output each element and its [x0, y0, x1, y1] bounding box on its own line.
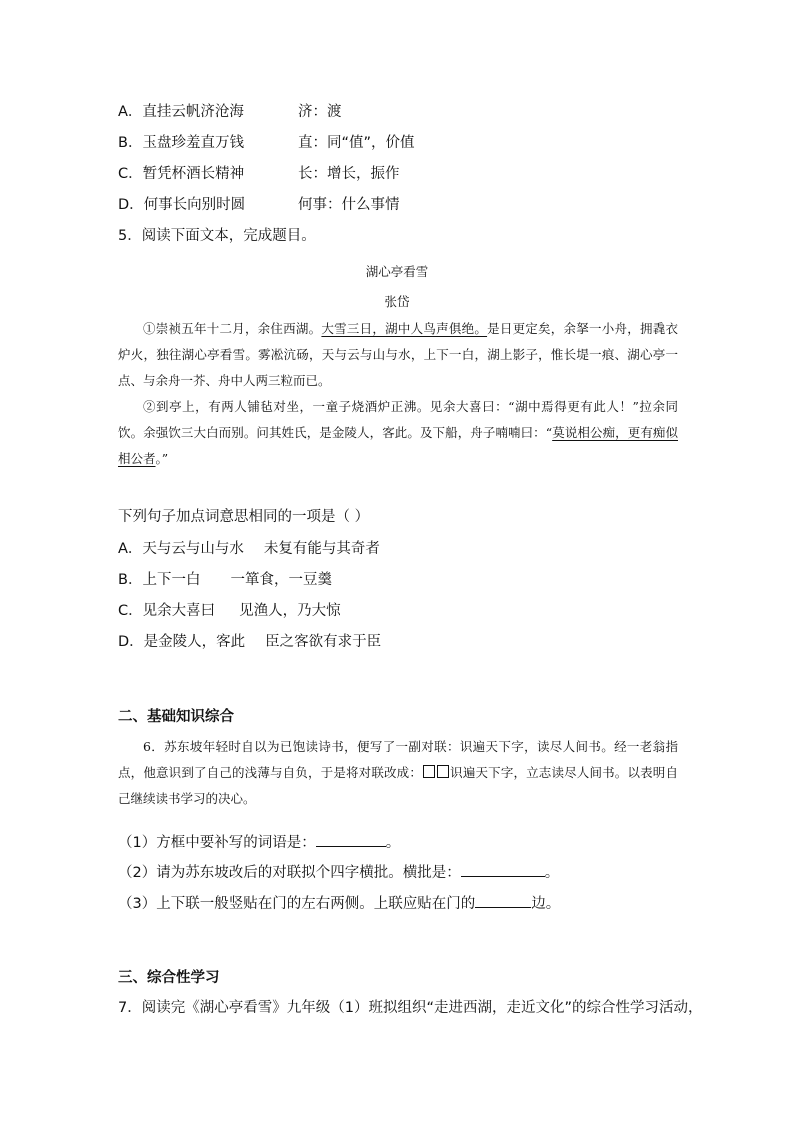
text-span: ②到亭上，有两人铺毡对坐，一童子烧酒炉正沸。见余大喜曰：“湖中焉得更有此人！”拉余同饮。余强饮三大白而别。问其姓氏，是金陵人，客此。及下船，舟子喃喃曰：“ — [118, 399, 678, 440]
passage-author: 张岱 — [384, 294, 410, 309]
text-span: 。 — [385, 835, 401, 851]
q6-sub1 — [118, 832, 400, 853]
text-span: 是日更定矣，余拏一小舟，拥毳衣炉火，独往湖心亭看雪。雾凇沆砀，天与云与山与水，上下一白，湖上影子，惟长堤一痕、湖心亭一点、与余舟一芥、舟中人两三粒而已。 — [118, 321, 678, 388]
q6-sub3 — [118, 893, 560, 914]
q5-option-c — [118, 601, 341, 621]
q4-option-c — [118, 164, 400, 184]
option-text: A．直挂云帆济沧海 — [118, 104, 244, 120]
q5-option-d — [118, 632, 381, 652]
option-text: C．暂凭杯酒长精神 — [118, 166, 245, 182]
q5-option-b — [118, 570, 332, 590]
option-text: D．何事长向别时圆 — [118, 197, 246, 213]
section-heading-3: 三、综合性学习 — [118, 970, 220, 986]
q4-option-d — [118, 195, 400, 215]
q5-question: 下列句子加点词意思相同的一项是（ ） — [118, 509, 370, 525]
option-gloss: 长：增长，振作 — [298, 166, 400, 182]
q7-stem: 7．阅读完《湖心亭看雪》九年级（1）班拟组织“走进西湖，走近文化”的综合性学习活动， — [118, 1000, 703, 1016]
section-heading-2: 二、基础知识综合 — [118, 709, 234, 725]
underlined-sentence: 大雪三日，湖中人鸟声俱绝。 — [321, 321, 488, 336]
text-span: 。” — [155, 451, 169, 466]
option-text: A．天与云与山与水 — [118, 541, 244, 557]
option-gloss: 何事：什么事情 — [298, 197, 400, 213]
q6-stem — [118, 734, 678, 812]
text-span: ①崇祯五年十二月，余住西湖。 — [143, 321, 322, 336]
answer-blank[interactable] — [316, 832, 386, 847]
passage-body — [118, 316, 678, 472]
underlined-sentence: 莫说相公痴，更有痴似相公者 — [118, 425, 678, 466]
passage-paragraph-1 — [118, 316, 678, 394]
q6-sub2 — [118, 862, 559, 883]
answer-blank[interactable] — [461, 862, 545, 877]
option-gloss: 直：同“值”，价值 — [298, 135, 415, 151]
text-span: （2）请为苏东坡改后的对联拟个四字横批。横批是： — [118, 865, 461, 881]
option-gloss: 济：渡 — [298, 104, 342, 120]
passage-paragraph-2 — [118, 394, 678, 472]
option-text: B．上下一白 — [118, 572, 201, 588]
option-compare: 一箪食，一豆羹 — [230, 572, 332, 588]
option-compare: 见渔人，乃大惊 — [239, 603, 341, 619]
q4-option-b — [118, 133, 415, 153]
option-text: C．见余大喜曰 — [118, 603, 216, 619]
text-span: 边。 — [531, 896, 561, 912]
text-span: （1）方框中要补写的词语是： — [118, 835, 316, 851]
option-text: B．玉盘珍羞直万钱 — [118, 135, 244, 151]
passage-title: 湖心亭看雪 — [365, 264, 429, 279]
option-text: D．是金陵人，客此 — [118, 634, 246, 650]
answer-blank[interactable] — [475, 893, 531, 908]
q4-option-a — [118, 102, 342, 122]
blank-box — [423, 765, 435, 778]
blank-box — [437, 765, 449, 778]
option-compare: 臣之客欲有求于臣 — [265, 634, 382, 650]
q5-option-a — [118, 539, 380, 559]
text-span: 。 — [544, 865, 560, 881]
option-compare: 未复有能与其奇者 — [263, 541, 380, 557]
text-span: 6．苏东坡年轻时自以为已饱读诗书，便写了一副对联：识遍天下字，读尽人间书。经一老翁指点，他意识到了自己的浅薄与自负，于是将对联改成： — [118, 739, 678, 780]
text-span: 识遍天下字，立志读尽人间书。以表明自己继续读书学习的决心。 — [118, 765, 678, 806]
text-span: （3）上下联一般竖贴在门的左右两侧。上联应贴在门的 — [118, 896, 476, 912]
q5-stem: 5．阅读下面文本，完成题目。 — [118, 228, 316, 244]
